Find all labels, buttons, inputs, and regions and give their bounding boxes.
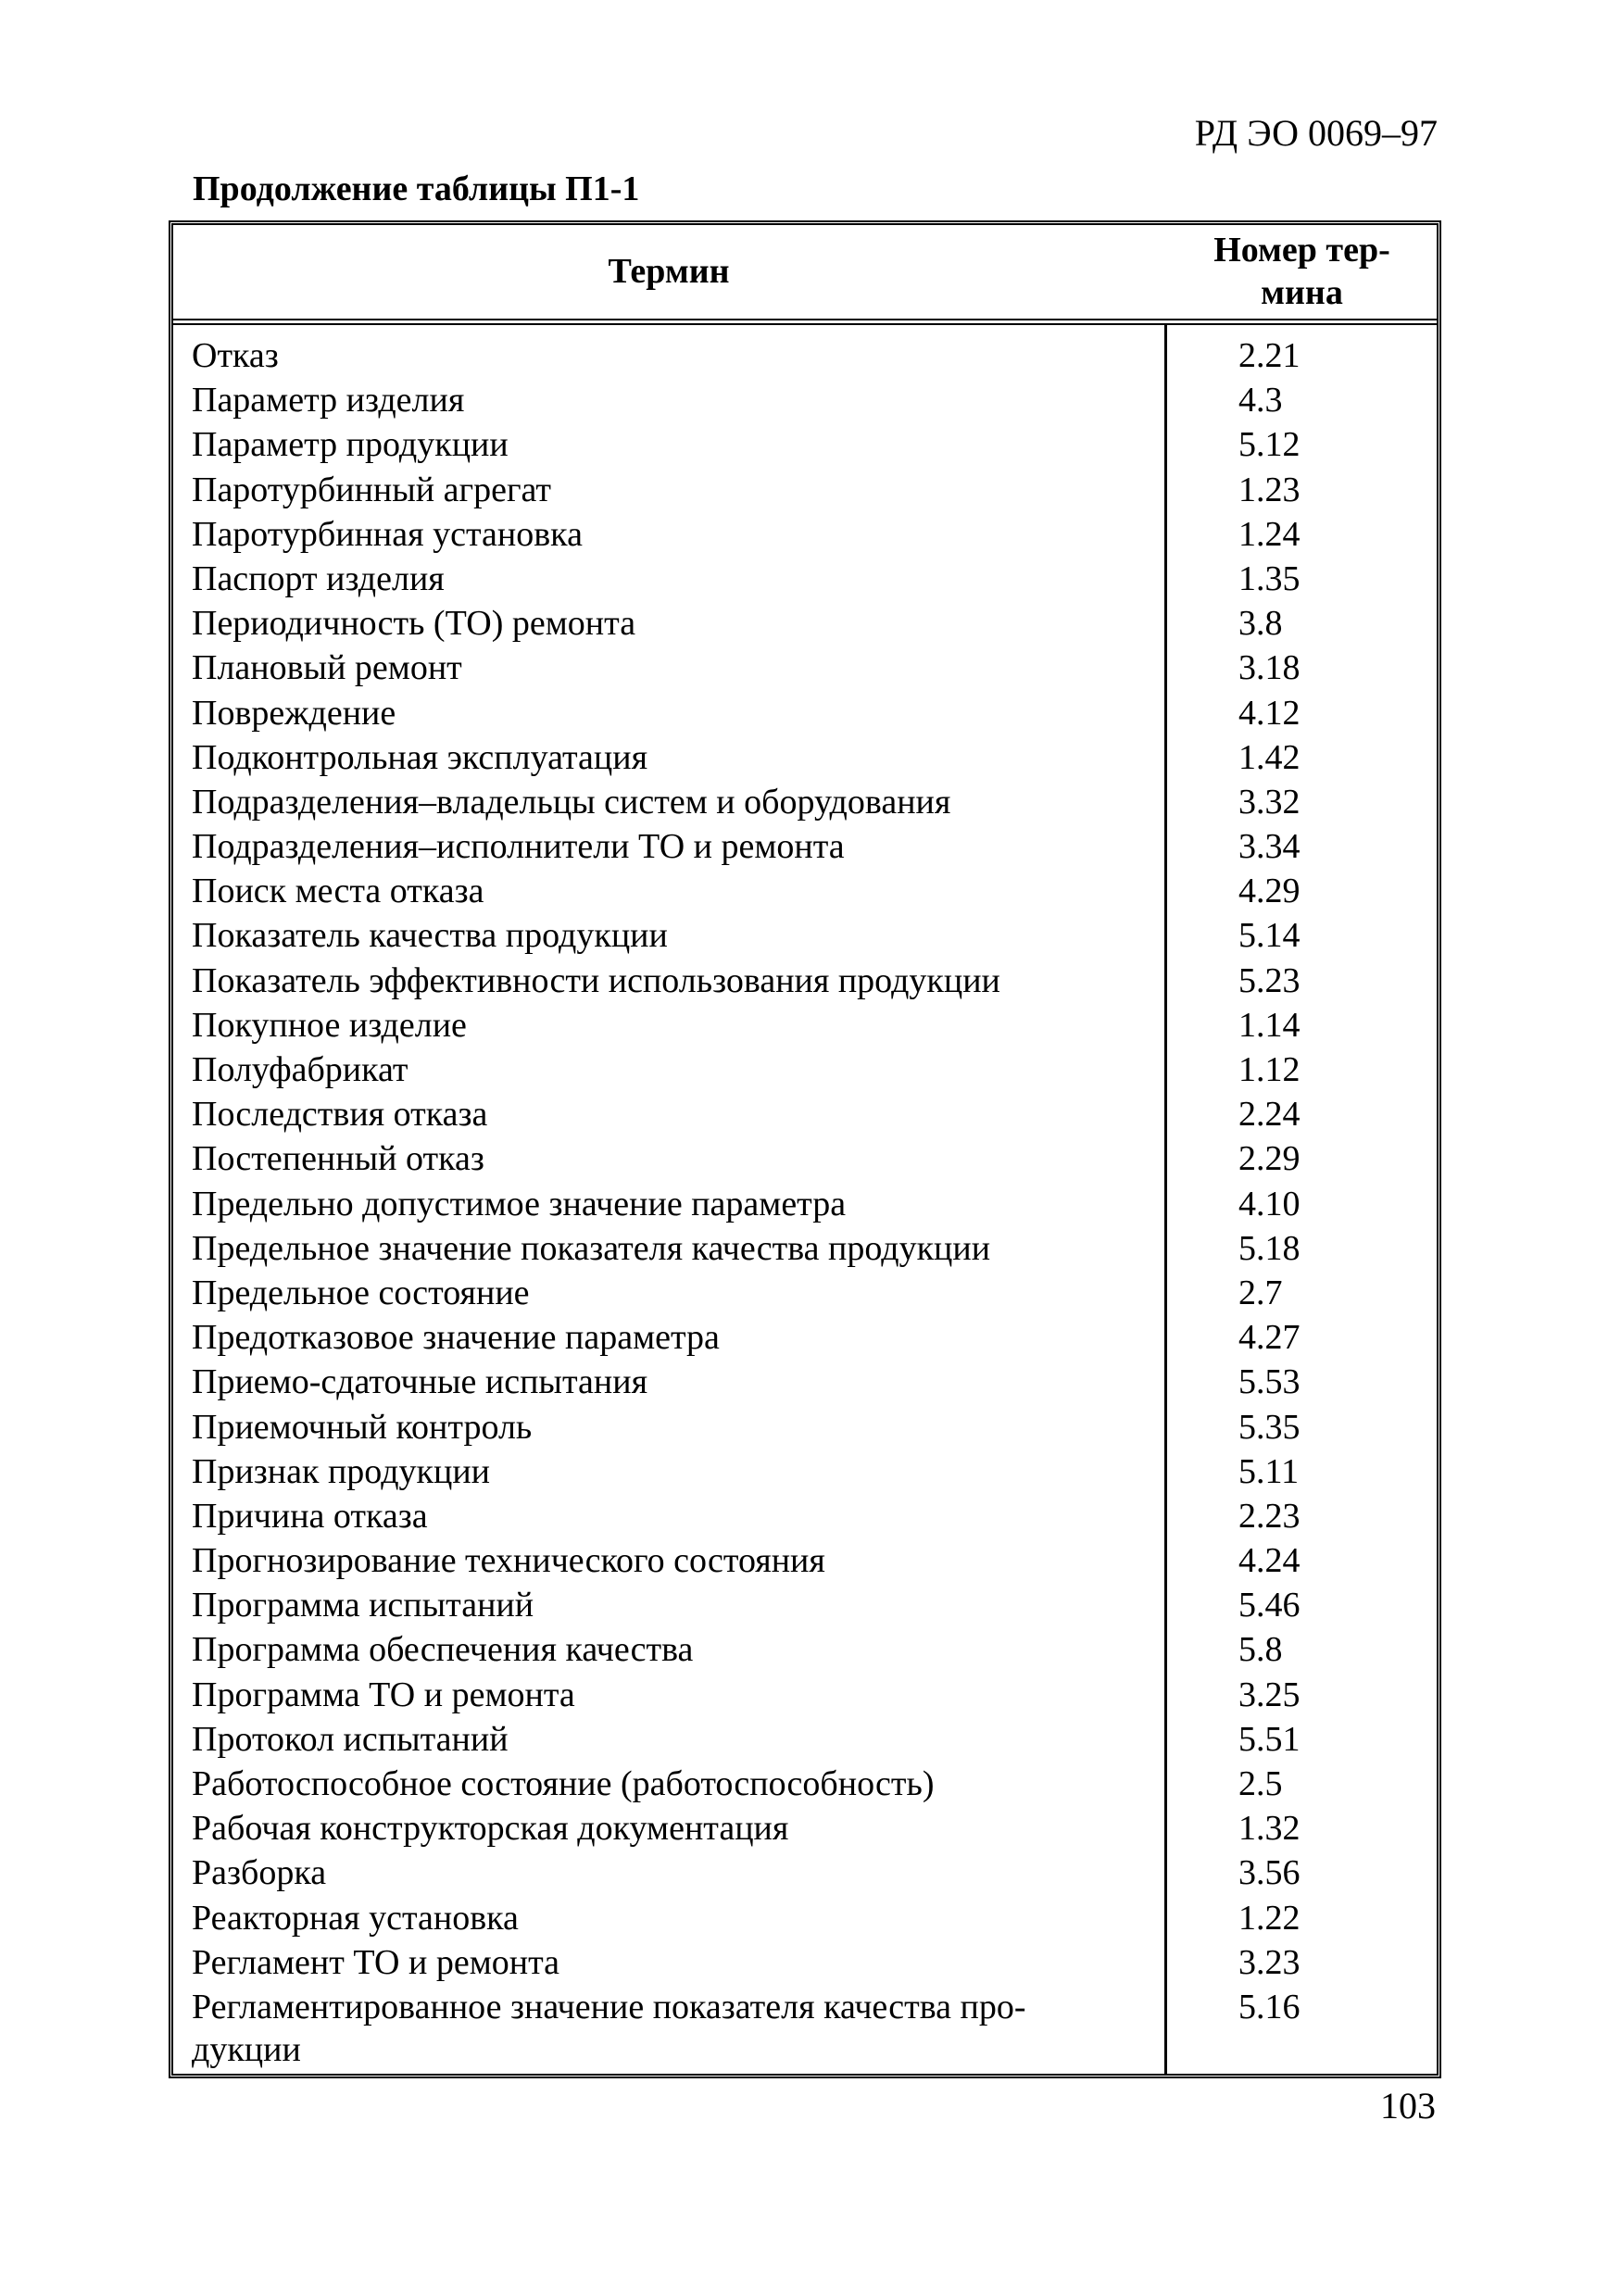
term-cell: Предельное значение показателя качества продукции — [192, 1228, 991, 1268]
table-row — [173, 1941, 1437, 1986]
term-cell: Подразделения–владельцы систем и оборудования — [192, 782, 951, 822]
number-cell: 2.24 — [1238, 1095, 1301, 1135]
table-row — [173, 1897, 1437, 1941]
number-cell: 1.23 — [1238, 470, 1301, 509]
table-row — [173, 1674, 1437, 1718]
term-cell: Приемочный контроль — [192, 1407, 533, 1447]
term-cell: Паспорт изделия — [192, 558, 445, 598]
table-row — [173, 1137, 1437, 1182]
table-row — [173, 602, 1437, 646]
table-row — [173, 646, 1437, 691]
number-cell: 1.42 — [1238, 737, 1301, 777]
term-cell: Постепенный отказ — [192, 1139, 484, 1179]
table-caption: Продолжение таблицы П1-1 — [193, 169, 640, 208]
table-row — [173, 870, 1437, 914]
table-row — [173, 1718, 1437, 1763]
table-row — [173, 1361, 1437, 1405]
number-cell: 1.32 — [1238, 1809, 1301, 1849]
table-row — [173, 513, 1437, 558]
table-row — [173, 1539, 1437, 1584]
header-number-line1: Номер тер- — [1213, 231, 1390, 270]
term-cell: Параметр продукции — [192, 425, 509, 465]
table-row — [173, 914, 1437, 959]
table-row — [173, 692, 1437, 736]
term-cell: Паротурбинная установка — [192, 514, 583, 554]
term-cell: Периодичность (ТО) ремонта — [192, 604, 636, 644]
term-cell: Показатель эффективности использования продукции — [192, 960, 1000, 1000]
term-cell: Реакторная установка — [192, 1898, 519, 1938]
number-cell: 4.29 — [1238, 872, 1301, 911]
term-cell: Последствия отказа — [192, 1095, 488, 1135]
number-cell: 2.21 — [1238, 336, 1301, 375]
number-cell: 3.32 — [1238, 782, 1301, 822]
table-row — [173, 1763, 1437, 1807]
table-row — [173, 334, 1437, 379]
term-cell: Прогнозирование технического состояния — [192, 1541, 825, 1581]
header-term: Термин — [608, 252, 730, 291]
table-row — [173, 1628, 1437, 1673]
number-cell: 3.56 — [1238, 1853, 1301, 1893]
table-row — [173, 1584, 1437, 1628]
number-cell: 5.23 — [1238, 960, 1301, 1000]
number-cell: 4.12 — [1238, 693, 1301, 733]
number-cell: 3.18 — [1238, 648, 1301, 688]
number-cell: 1.24 — [1238, 514, 1301, 554]
term-cell: Признак продукции — [192, 1451, 490, 1491]
term-cell: Предотказовое значение параметра — [192, 1318, 720, 1358]
number-cell: 5.12 — [1238, 425, 1301, 465]
table-row — [173, 1183, 1437, 1227]
table-row — [173, 1093, 1437, 1137]
number-cell: 5.18 — [1238, 1228, 1301, 1268]
number-cell: 3.25 — [1238, 1675, 1301, 1714]
header-number — [1167, 225, 1437, 318]
number-cell: 4.10 — [1238, 1184, 1301, 1223]
table-row — [173, 379, 1437, 423]
table-row — [173, 423, 1437, 468]
document-code: РД ЭО 0069–97 — [1194, 112, 1438, 154]
number-cell: 5.35 — [1238, 1407, 1301, 1447]
number-cell: 3.34 — [1238, 827, 1301, 867]
term-cell: Программа испытаний — [192, 1586, 534, 1625]
number-cell: 5.51 — [1238, 1719, 1301, 1759]
table-row — [173, 1004, 1437, 1048]
term-cell: Приемо-сдаточные испытания — [192, 1362, 648, 1402]
term-cell: Параметр изделия — [192, 381, 465, 420]
table-row — [173, 469, 1437, 513]
number-cell: 5.16 — [1238, 1987, 1301, 2026]
number-cell: 2.5 — [1238, 1764, 1283, 1803]
term-cell: Подразделения–исполнители ТО и ремонта — [192, 827, 845, 867]
number-cell: 4.3 — [1238, 381, 1283, 420]
table-row — [173, 1272, 1437, 1316]
term-cell: Разборка — [192, 1853, 327, 1893]
term-cell: Работоспособное состояние (работоспособность) — [192, 1764, 935, 1803]
number-cell: 4.24 — [1238, 1541, 1301, 1581]
term-cell: Регламент ТО и ремонта — [192, 1942, 560, 1982]
table-row — [173, 1851, 1437, 1896]
term-cell: Подконтрольная эксплуатация — [192, 737, 648, 777]
number-cell: 5.46 — [1238, 1586, 1301, 1625]
table-row — [173, 1495, 1437, 1539]
term-cell: Покупное изделие — [192, 1005, 467, 1045]
table-row — [173, 558, 1437, 602]
term-cell: Плановый ремонт — [192, 648, 462, 688]
term-cell: Предельное состояние — [192, 1273, 530, 1312]
term-cell: Программа обеспечения качества — [192, 1630, 694, 1670]
term-cell: Поиск места отказа — [192, 872, 484, 911]
terms-table — [169, 220, 1441, 2078]
number-cell: 1.14 — [1238, 1005, 1301, 1045]
number-cell: 5.53 — [1238, 1362, 1301, 1402]
table-row — [173, 960, 1437, 1004]
table-row — [173, 1048, 1437, 1093]
number-cell: 1.35 — [1238, 558, 1301, 598]
table-row — [173, 1316, 1437, 1361]
term-cell: Регламентированное значение показателя качества про- дукции — [192, 1987, 1026, 2069]
number-cell: 5.14 — [1238, 916, 1301, 956]
table-row — [173, 1450, 1437, 1495]
table-body — [173, 334, 1437, 2071]
table-row — [173, 825, 1437, 870]
term-cell: Полуфабрикат — [192, 1050, 408, 1089]
term-cell: Паротурбинный агрегат — [192, 470, 552, 509]
term-cell: Причина отказа — [192, 1496, 428, 1536]
number-cell: 5.8 — [1238, 1630, 1283, 1670]
term-cell: Программа ТО и ремонта — [192, 1675, 575, 1714]
table-row — [173, 1227, 1437, 1272]
term-cell: Показатель качества продукции — [192, 916, 668, 956]
table-row — [173, 1406, 1437, 1450]
term-cell: Отказ — [192, 336, 279, 375]
number-cell: 1.12 — [1238, 1050, 1301, 1089]
number-cell: 2.7 — [1238, 1273, 1283, 1312]
table-row — [173, 1986, 1437, 2071]
term-cell: Предельно допустимое значение параметра — [192, 1184, 847, 1223]
number-cell: 2.23 — [1238, 1496, 1301, 1536]
term-cell: Протокол испытаний — [192, 1719, 509, 1759]
number-cell: 5.11 — [1238, 1451, 1300, 1491]
number-cell: 4.27 — [1238, 1318, 1301, 1358]
number-cell: 2.29 — [1238, 1139, 1301, 1179]
table-header — [173, 225, 1437, 325]
number-cell: 1.22 — [1238, 1898, 1301, 1938]
term-cell: Повреждение — [192, 693, 396, 733]
number-cell: 3.8 — [1238, 604, 1283, 644]
table-row — [173, 781, 1437, 825]
number-cell: 3.23 — [1238, 1942, 1301, 1982]
term-cell: Рабочая конструкторская документация — [192, 1809, 789, 1849]
page-number: 103 — [1380, 2085, 1436, 2127]
table-row — [173, 736, 1437, 781]
table-row — [173, 1807, 1437, 1851]
header-number-line2: мина — [1261, 273, 1343, 312]
